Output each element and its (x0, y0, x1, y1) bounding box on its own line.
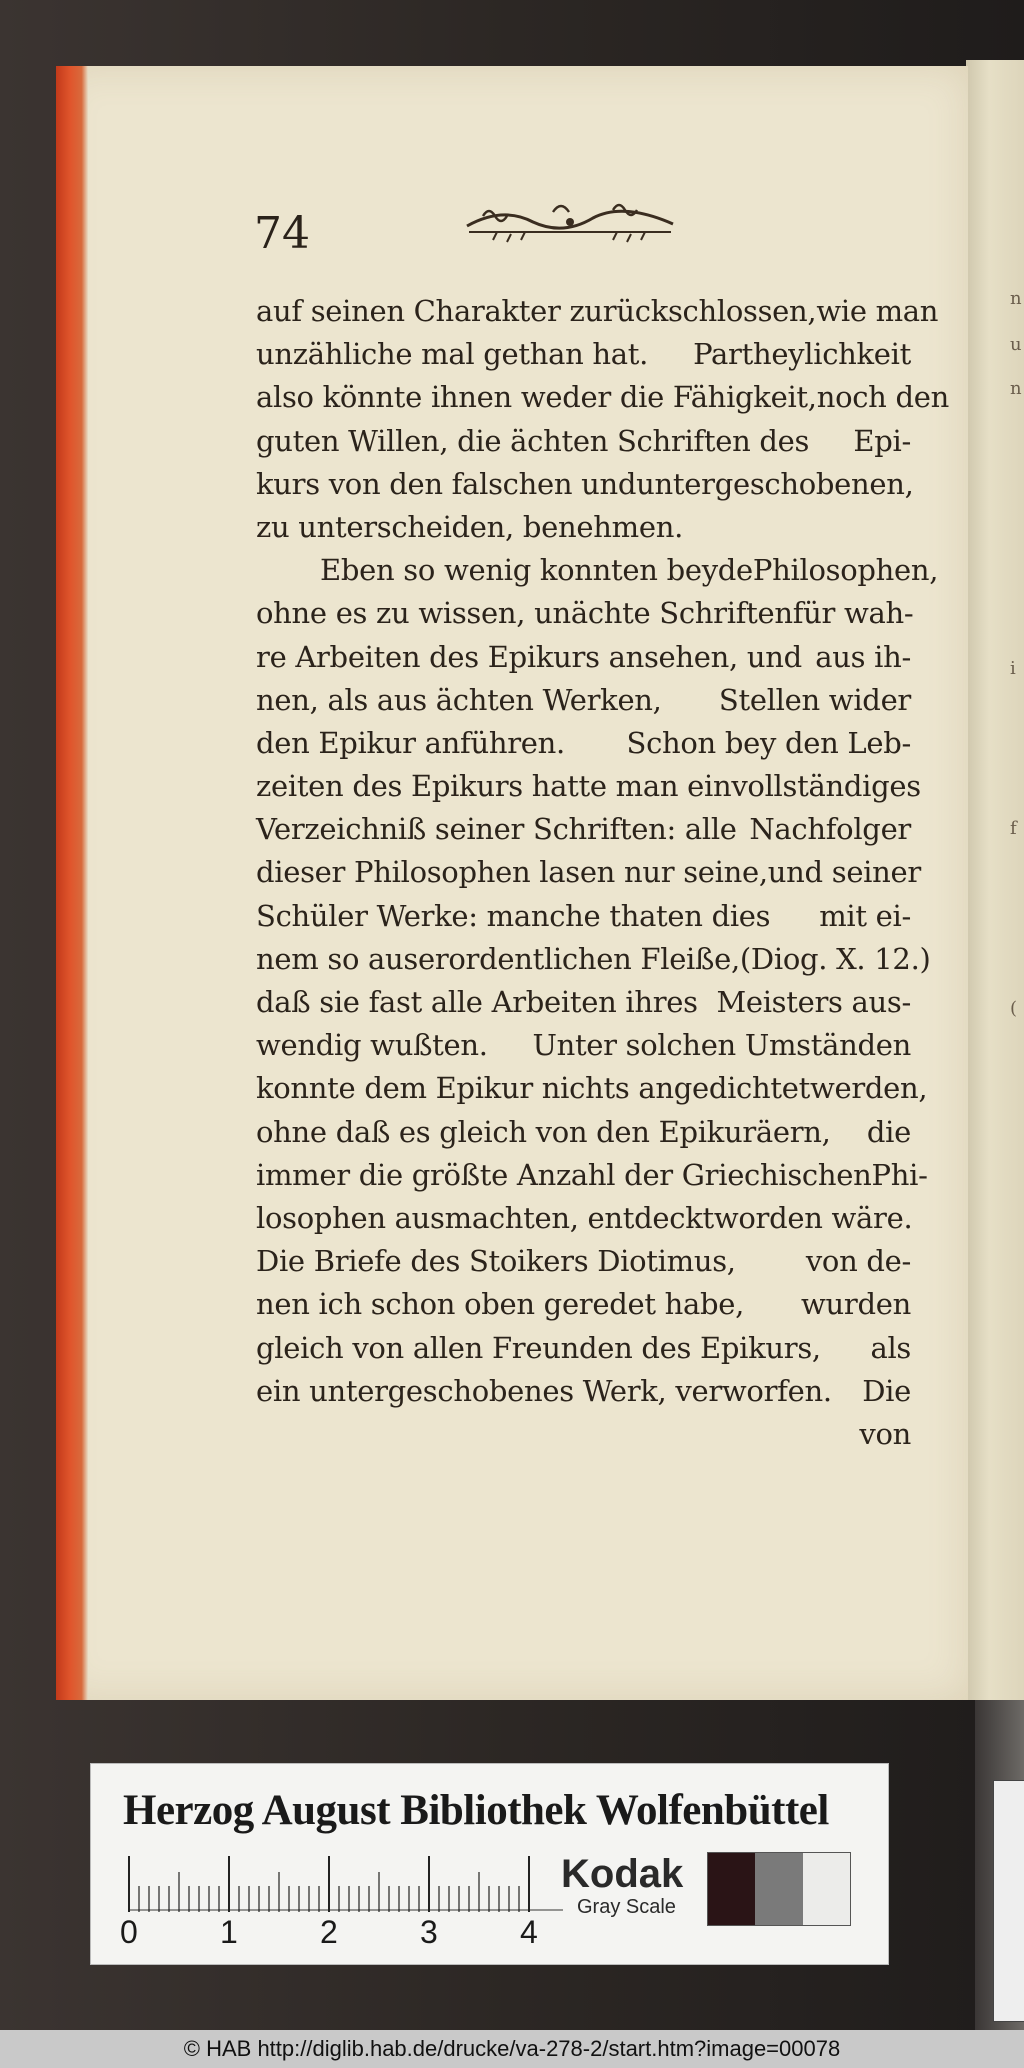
text-line-end: Meisters aus- (716, 985, 911, 1019)
text-line-start: dieser Philosophen lasen nur seine, (256, 855, 768, 890)
text-line (256, 1111, 911, 1154)
ruler-label: 4 (520, 1914, 538, 1950)
gray-swatch (755, 1853, 802, 1925)
text-line-end: untergeschobenen, (636, 466, 914, 501)
text-line-start: kurs von den falschen und (256, 466, 637, 501)
text-line-end: als (870, 1330, 911, 1365)
ruler-label: 3 (420, 1914, 438, 1950)
text-line-end: Philosophen, (752, 553, 939, 588)
text-line (256, 506, 911, 549)
text-line-end: Phi- (871, 1157, 928, 1192)
text-line (256, 592, 914, 635)
text-line (256, 981, 911, 1024)
text-line (256, 636, 911, 679)
text-line (256, 765, 921, 808)
text-line (256, 376, 949, 419)
text-line-end: aus ih- (815, 639, 911, 674)
text-line (256, 1283, 911, 1326)
text-line-start: zeiten des Epikurs hatte man ein (256, 769, 732, 804)
text-line-start: also könnte ihnen weder die Fähigkeit, (256, 380, 817, 415)
text-line (256, 808, 911, 851)
text-line-end: (Diog. X. 12.) (739, 941, 931, 976)
text-line (256, 1154, 928, 1197)
text-line (256, 1240, 911, 1283)
text-line (256, 1197, 911, 1240)
text-line-start: Eben so wenig konnten beyde (320, 553, 753, 588)
text-line-end: die (866, 1114, 911, 1149)
text-line-end: Epi- (853, 423, 911, 458)
text-line (256, 679, 911, 722)
text-line-start: Schüler Werke: manche thaten dies (256, 898, 771, 933)
text-line-start: nen, als aus ächten Werken, (256, 682, 662, 717)
text-line-end: von de- (805, 1244, 911, 1279)
text-line (256, 1067, 928, 1110)
text-line (256, 1327, 911, 1370)
text-line-end: und seiner (767, 855, 921, 890)
text-line-start: konnte dem Epikur nichts angedichtet (256, 1071, 810, 1106)
text-line-start: den Epikur anführen. (256, 725, 565, 760)
text-line-start: unzähliche mal gethan hat. (256, 337, 649, 372)
text-line-start: wendig wußten. (256, 1028, 488, 1063)
text-line-start: Die Briefe des Stoikers Diotimus, (256, 1244, 736, 1279)
footer-copyright: © HAB http://diglib.hab.de/drucke/va-278-2/start.htm?image=00078 (0, 2030, 1024, 2068)
text-line-end: wie man (816, 294, 939, 328)
ruler-label: 2 (320, 1914, 338, 1950)
text-line-start: ein untergeschobenes Werk, verworfen. (256, 1373, 832, 1408)
text-line-end: Schon bey den Leb- (626, 725, 911, 760)
text-line-end: noch den (816, 380, 949, 415)
text-line-start: re Arbeiten des Epikurs ansehen, und (256, 639, 802, 674)
page-number: 74 (254, 208, 310, 259)
text-line-end: wurden (801, 1287, 911, 1322)
red-page-edge (56, 66, 88, 1700)
text-line-end: Nachfolger (749, 812, 911, 847)
text-line (256, 938, 931, 981)
text-line-start: immer die größte Anzahl der Griechischen (256, 1157, 872, 1192)
text-line-start: nem so auserordentlichen Fleiße, (256, 941, 740, 976)
text-line (256, 420, 911, 463)
ruler-label: 0 (120, 1914, 138, 1950)
gray-scale-label: Gray Scale (577, 1896, 676, 1918)
kodak-logo-text: Kodak (561, 1852, 684, 1896)
text-line-start: auf seinen Charakter zurückschlossen, (256, 294, 817, 328)
text-line (256, 1370, 911, 1413)
catchword: von (859, 1416, 911, 1451)
text-line-start: ohne daß es gleich von den Epikuräern, (256, 1114, 831, 1149)
text-line-end: werden, (809, 1071, 928, 1106)
text-line-end: worden wäre. (713, 1200, 913, 1235)
text-line-end: für wah- (792, 596, 914, 631)
adjacent-page-edge: n u n i f ( (966, 60, 1024, 1700)
text-line-end: Partheylichkeit (693, 337, 911, 372)
text-line (256, 722, 911, 765)
catchword-line (256, 1413, 911, 1456)
ornament-vignette (463, 196, 677, 248)
gray-scale-swatches (707, 1852, 851, 1926)
text-line-start: nen ich schon oben geredet habe, (256, 1287, 745, 1322)
text-line (256, 333, 911, 376)
text-line-start: gleich von allen Freunden des Epikurs, (256, 1330, 821, 1365)
adjacent-card-edge (975, 1700, 1024, 2030)
text-line (256, 463, 914, 506)
text-line (256, 895, 911, 938)
text-line-end: Stellen wider (718, 682, 911, 717)
color-calibration-card (90, 1763, 889, 1965)
text-line (256, 851, 921, 894)
scale-ruler (123, 1856, 613, 1912)
text-line-start: guten Willen, die ächten Schriften des (256, 423, 810, 458)
text-line-end: vollständiges (731, 769, 921, 804)
library-name: Herzog August Bibliothek Wolfenbüttel (123, 1787, 829, 1834)
text-line-start: daß sie fast alle Arbeiten ihres (256, 985, 698, 1019)
gray-swatch (708, 1853, 755, 1925)
text-line-start: zu unterscheiden, benehmen. (256, 509, 683, 544)
text-line-end: Die (862, 1373, 911, 1408)
text-line-end: Unter solchen Umständen (532, 1028, 911, 1063)
gray-swatch (803, 1853, 850, 1925)
text-line-end: mit ei- (819, 898, 911, 933)
text-line-start: losophen ausmachten, entdeckt (256, 1200, 714, 1235)
text-line-start: Verzeichniß seiner Schriften: alle (256, 812, 737, 847)
text-line (256, 290, 939, 333)
text-line (256, 549, 939, 592)
text-line (256, 1024, 911, 1067)
ruler-label: 1 (220, 1914, 238, 1950)
body-text (256, 290, 949, 1456)
text-line-start: ohne es zu wissen, unächte Schriften (256, 596, 793, 631)
